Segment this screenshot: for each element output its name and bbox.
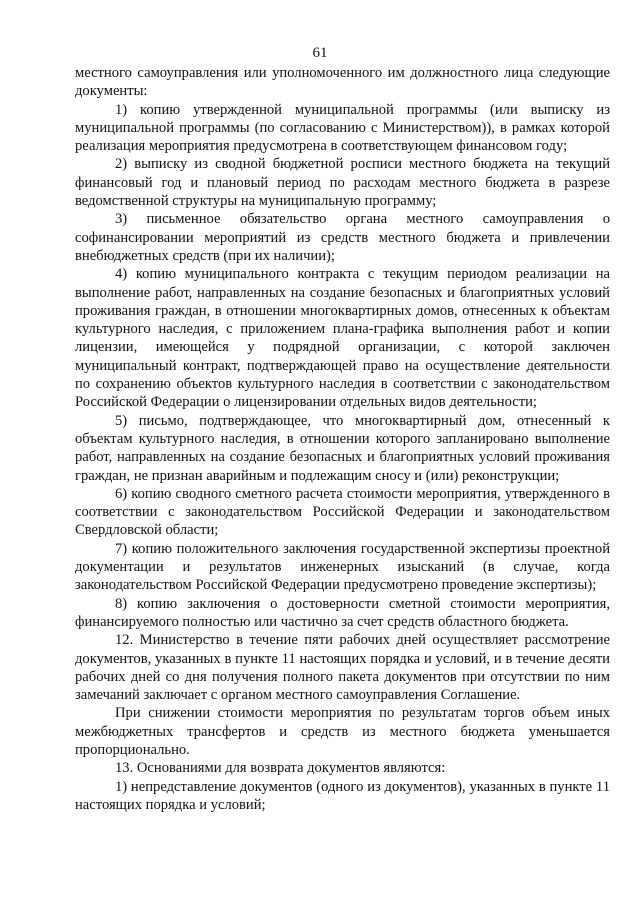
list-item-6: 6) копию сводного сметного расчета стоимости мероприятия, утвержденного в соответствии с законодательством Российской Федерации и законодательством Свердловской области;: [75, 485, 610, 539]
paragraph-continuation: местного самоуправления или уполномоченного им должностного лица следующие документы:: [75, 65, 610, 100]
list-item-3: 3) письменное обязательство органа местного самоуправления о софинансировании мероприятий из средств местного бюджета и привлечении внебюджетных средств (при их наличии);: [75, 211, 610, 264]
list-item-8: 8) копию заключения о достоверности сметной стоимости мероприятия, финансируемого полностью или частично за счет средств областного бюджета.: [75, 595, 610, 630]
list-item-2: 2) выписку из сводной бюджетной росписи местного бюджета на текущий финансовый год и плановый период по расходам местного бюджета в разрезе ведомственной структуры на муниципальную программу;: [75, 156, 610, 210]
list-item-1: 1) копию утвержденной муниципальной программы (или выписку из муниципальной программы (по согласованию с Министерством)), в рамках которой реализация мероприятия предусмотрена в соответствующем финансовом году;: [75, 101, 610, 155]
document-body: [75, 64, 610, 814]
clause-13: 13. Основаниями для возврата документов являются:: [115, 760, 446, 777]
list-item-5: 5) письмо, подтверждающее, что многоквартирный дом, отнесенный к объектам культурного наследия, в отношении которого запланировано выполнение работ, направленных на создание безопасных и благоприятных условий проживания граждан, не признан аварийным и подлежащим сносу и (или) реконструкции;: [75, 412, 610, 484]
clause-13-item-1: 1) непредставление документов (одного из документов), указанных в пункте 11 настоящих порядка и условий;: [75, 778, 610, 813]
clause-12-note: При снижении стоимости мероприятия по результатам торгов объем иных межбюджетных трансфертов и средств из местного бюджета уменьшается пропорционально.: [75, 705, 610, 758]
list-item-7: 7) копию положительного заключения государственной экспертизы проектной документации и результатов инженерных изысканий (в случае, когда законодательством Российской Федерации предусмотрено проведение экспертизы);: [75, 540, 610, 594]
list-item-4: 4) копию муниципального контракта с текущим периодом реализации на выполнение работ, направленных на создание безопасных и благоприятных условий проживания граждан, в отношении многоквартирных домов, отнесенных к объектам культурного наследия, с приложением плана-графика выполнения работ и копии лицензии, имеющейся у подрядной организации, с которой заключен муниципальный контракт, подтверждающей право на осуществление деятельности по сохранению объектов культурного наследия в соответствии с законодательством Российской Федерации о лицензировании отдельных видов деятельности;: [75, 266, 610, 411]
page-number: 61: [312, 45, 328, 61]
clause-12: 12. Министерство в течение пяти рабочих дней осуществляет рассмотрение документов, указанных в пункте 11 настоящих порядка и условий, и в течение десяти рабочих дней со дня получения полного пакета документов при отсутствии по ним замечаний заключает с органом местного самоуправления Соглашение.: [75, 632, 610, 704]
